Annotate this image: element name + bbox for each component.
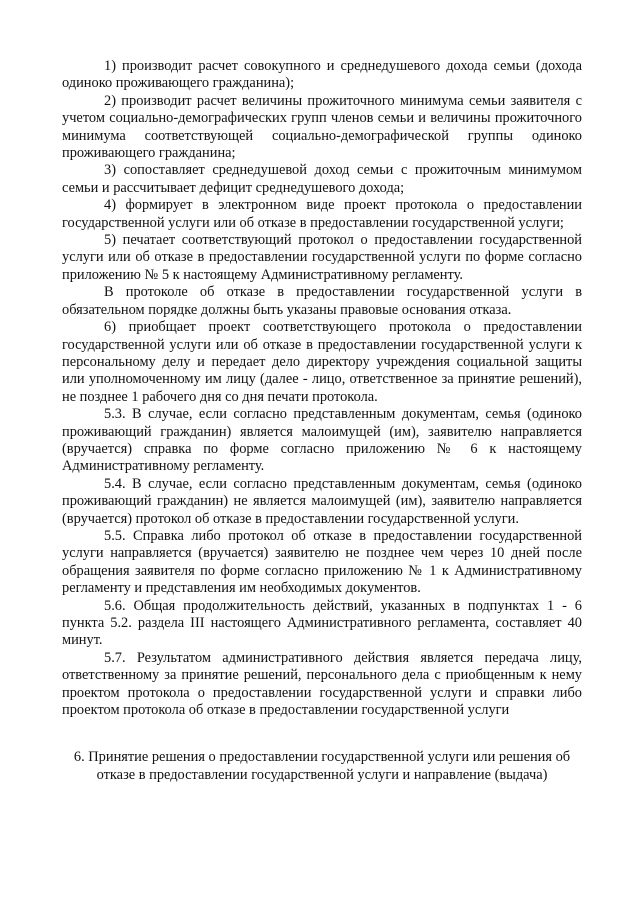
paragraph-item-2: 2) производит расчет величины прожиточного минимума семьи заявителя с учетом социально-демографических групп членов семьи и величины прожиточного минимума соответствующей социально-демографической группы одиноко проживающего гражданина;	[62, 92, 582, 162]
paragraph-item-3: 3) сопоставляет среднедушевой доход семьи с прожиточным минимумом семьи и рассчитывает дефицит среднедушевого дохода;	[62, 162, 582, 196]
paragraph-5-5: 5.5. Справка либо протокол об отказе в предоставлении государственной услуги направляется (вручается) заявителю не позднее чем через 10 дней после обращения заявителя по форме согласно приложению № 1 к Административному регламенту и представления им необходимых документов.	[62, 527, 582, 597]
paragraph-refusal-grounds: В протоколе об отказе в предоставлении государственной услуги в обязательном порядке должны быть указаны правовые основания отказа.	[62, 284, 582, 318]
paragraph-item-6: 6) приобщает проект соответствующего протокола о предоставлении государственной услуги или об отказе в предоставлении государственной услуги к персональному делу и передает дело директору учреждения социальной защиты или уполномоченному им лицу (далее - лицо, ответственное за принятие решений), не позднее 1 рабочего дня со дня печати протокола.	[62, 319, 582, 405]
paragraph-5-3: 5.3. В случае, если согласно представленным документам, семья (одиноко проживающий гражданин) является малоимущей (им), заявителю направляется (вручается) справка по форме согласно приложению № 6 к настоящему Административному регламенту.	[62, 406, 582, 475]
document-page	[62, 58, 582, 784]
paragraph-item-4: 4) формирует в электронном виде проект протокола о предоставлении государственной услуги или об отказе в предоставлении государственной услуги;	[62, 197, 582, 231]
paragraph-5-4: 5.4. В случае, если согласно представленным документам, семья (одиноко проживающий гражданин) не является малоимущей (им), заявителю направляется (вручается) протокол об отказе в предоставлении государственной услуги.	[62, 475, 582, 527]
paragraph-5-6: 5.6. Общая продолжительность действий, указанных в подпунктах 1 - 6 пункта 5.2. раздела III настоящего Административного регламента, составляет 40 минут.	[62, 597, 582, 649]
paragraph-item-5: 5) печатает соответствующий протокол о предоставлении государственной услуги или об отказе в предоставлении государственной услуги по форме согласно приложению № 5 к настоящему Административному регламенту.	[62, 232, 582, 283]
paragraph-item-1: 1) производит расчет совокупного и среднедушевого дохода семьи (дохода одиноко проживающего гражданина);	[62, 58, 582, 92]
paragraph-5-7: 5.7. Результатом административного действия является передача лицу, ответственному за принятие решений, персонального дела с приобщенным к нему проектом протокола о предоставлении государственной услуги и справки либо проектом протокола об отказе в предоставлении государственной услуги	[62, 649, 582, 719]
section-6-heading: 6. Принятие решения о предоставлении государственной услуги или решения об отказе в предоставлении государственной услуги и направление (выдача)	[73, 749, 571, 783]
